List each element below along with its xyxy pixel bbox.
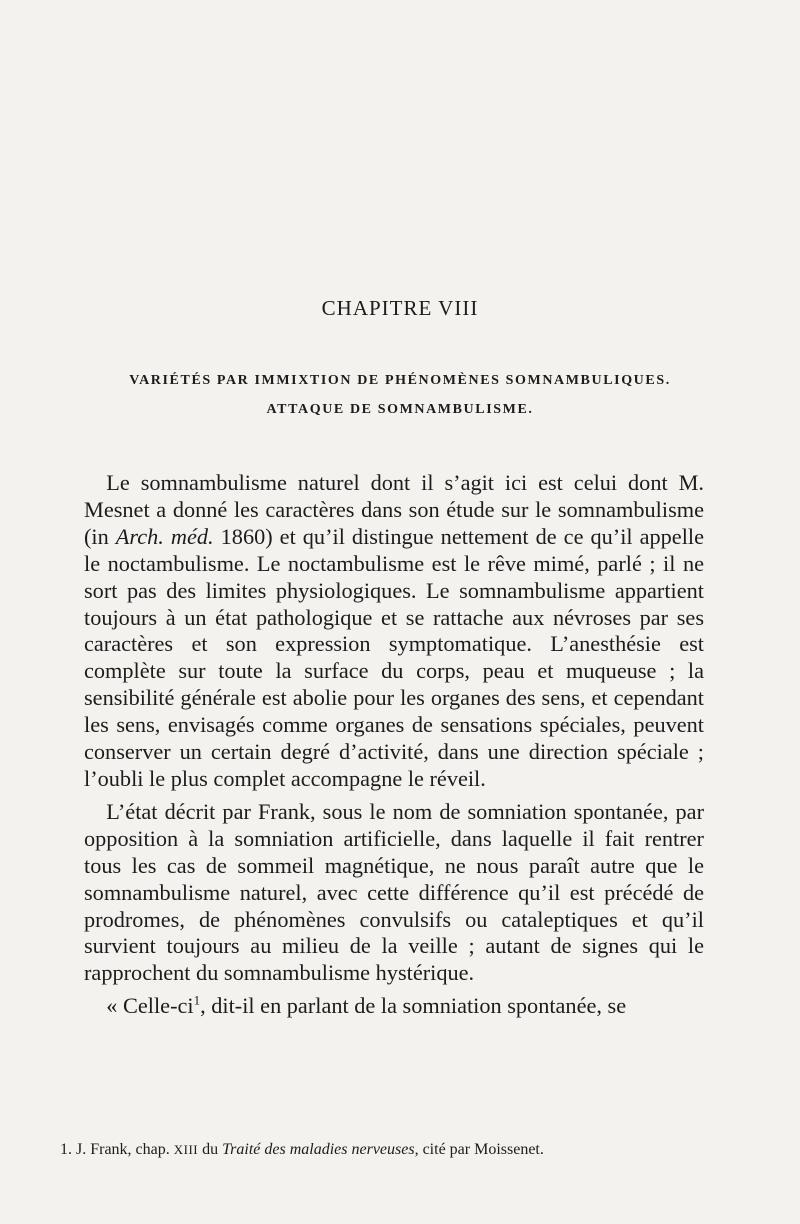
body-text [84, 470, 704, 1020]
paragraph-3-text-rest: , dit-il en parlant de la somniation spontanée, se [200, 993, 627, 1019]
paragraph-3-text: « Celle-ci [106, 993, 194, 1019]
chapter-subtitle-line-1: VARIÉTÉS PAR IMMIXTION DE PHÉNOMÈNES SOMNAMBULIQUES. [129, 373, 671, 388]
footnote-suffix: , cité par Moissenet. [414, 1141, 544, 1158]
footnote-chapter-number: XIII [173, 1142, 199, 1157]
footnote [60, 1140, 710, 1160]
paragraph-2 [84, 799, 704, 987]
footnote-marker: 1 [193, 992, 201, 1008]
footnote-prefix: 1. J. Frank, chap. [60, 1141, 174, 1158]
paragraph-1-text-rest: 1860) et qu’il distingue nettement de ce qu’il appelle le noctambulisme. Le noctambulisme est le rêve mimé, parlé ; il ne sort pas des limites physiologiques. Le somnambulisme appartient toujours à un état pathologique et se rattache aux névroses par ses caractères et son expression symptomatique. L’anesthésie est complète sur toute la surface du corps, peau et muqueuse ; la sensibilité générale est abolie pour les organes des sens, et cependant les sens, envisagés comme organes de sensations spéciales, peuvent conserver un certain degré d’activité, dans une direction spéciale ; l’oubli le plus complet accompagne le réveil. [84, 523, 704, 791]
paragraph-2-text: L’état décrit par Frank, sous le nom de somniation spontanée, par opposition à la somniation artificielle, dans laquelle il fait rentrer tous les cas de sommeil magnétique, ne nous paraît autre que le somnambulisme naturel, avec cette différence qu’il est précédé de prodromes, de phénomènes convulsifs ou cataleptiques et qu’il survient toujours au milieu de la veille ; autant de signes qui le rapprochent du somnambulisme hystérique. [84, 798, 704, 986]
chapter-title: CHAPITRE VIII [321, 296, 479, 320]
paragraph-1-text: Le somnambulisme naturel dont il s’agit ici est celui dont M. Mesnet a donné les caractères dans son étude sur le somnambulisme (in [84, 470, 704, 549]
paragraph-3 [84, 993, 704, 1020]
footnote-book-title: Traité des maladies nerveuses [222, 1141, 415, 1158]
chapter-subtitle-line-2: ATTAQUE DE SOMNAMBULISME. [266, 402, 534, 417]
paragraph-1 [84, 470, 704, 793]
footnote-mid: du [198, 1141, 223, 1158]
journal-citation: Arch. méd. [115, 523, 214, 549]
